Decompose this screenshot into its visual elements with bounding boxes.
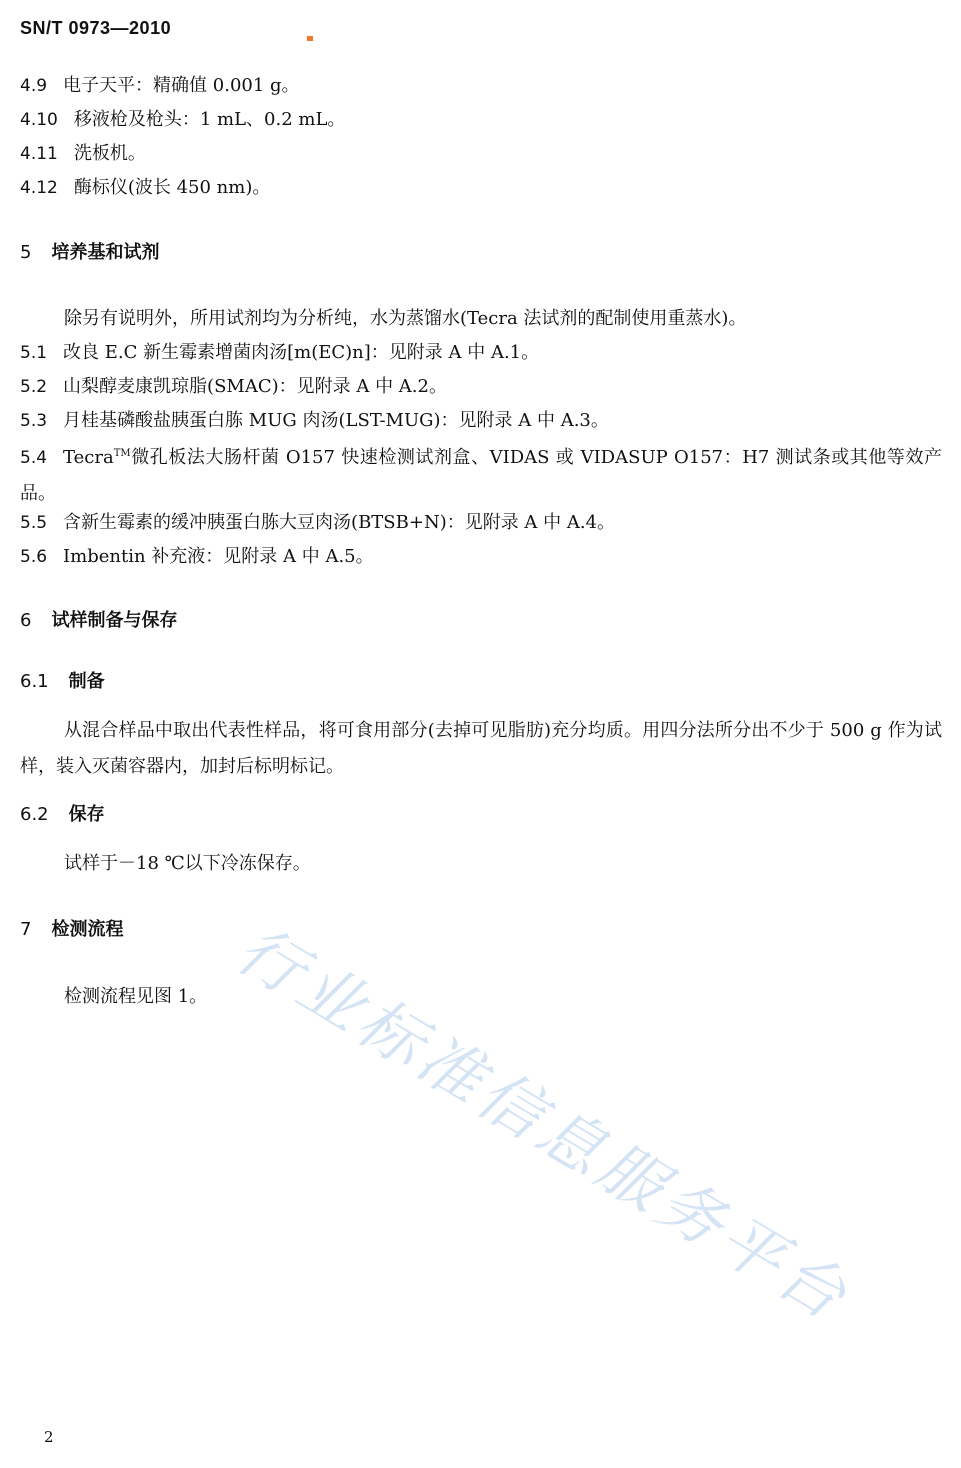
item-text: 洗板机。 (73, 143, 146, 164)
item-text-a: Tecra (63, 447, 114, 468)
item-4-11 (20, 142, 146, 166)
section-6-heading (20, 609, 177, 633)
header-mark (307, 36, 313, 41)
section-title: 检测流程 (51, 919, 124, 940)
section-number: 5 (20, 242, 32, 263)
item-number: 4.11 (20, 144, 58, 164)
item-number: 4.12 (20, 178, 58, 198)
subsection-number: 6.2 (20, 804, 49, 825)
item-5-6 (20, 545, 374, 569)
subsection-title: 制备 (68, 671, 105, 692)
item-text: 含新生霉素的缓冲胰蛋白胨大豆肉汤(BTSB+N)：见附录 A 中 A.4。 (63, 512, 616, 533)
item-number: 5.6 (20, 547, 48, 567)
item-number: 4.10 (20, 110, 58, 130)
section-6-1-heading (20, 670, 105, 694)
section-number: 7 (20, 919, 32, 940)
page-number: 2 (44, 1428, 54, 1446)
item-4-12 (20, 176, 270, 200)
section-7-text: 检测流程见图 1。 (64, 986, 208, 1007)
section-number: 6 (20, 610, 32, 631)
item-text: 电子天平：精确值 0.001 g。 (63, 75, 300, 96)
item-4-9 (20, 74, 300, 98)
item-text: Imbentin 补充液：见附录 A 中 A.5。 (63, 546, 374, 567)
item-text-b: 微孔板法大肠杆菌 O157 快速检测试剂盒、VIDAS 或 VIDASUP O157：H7 测试条或其他等效产品。 (20, 447, 942, 504)
item-number: 5.2 (20, 377, 48, 397)
subsection-title: 保存 (68, 804, 105, 825)
item-5-4 (20, 436, 942, 512)
item-text: 改良 E.C 新生霉素增菌肉汤[m(EC)n]：见附录 A 中 A.1。 (63, 342, 540, 363)
section-6-1-text: 从混合样品中取出代表性样品，将可食用部分(去掉可见脂肪)充分均质。用四分法所分出不少于 500 g 作为试样，装入灭菌容器内，加封后标明标记。 (20, 720, 942, 777)
section-title: 试样制备与保存 (51, 610, 178, 631)
item-text: 月桂基磷酸盐胰蛋白胨 MUG 肉汤(LST-MUG)：见附录 A 中 A.3。 (63, 410, 609, 431)
item-text: 酶标仪(波长 450 nm)。 (73, 177, 271, 198)
section-5-intro: 除另有说明外，所用试剂均为分析纯，水为蒸馏水(Tecra 法试剂的配制使用重蒸水)。 (64, 308, 747, 329)
item-number: 5.1 (20, 343, 48, 363)
section-6-2-text: 试样于－18 ℃以下冷冻保存。 (64, 853, 311, 874)
section-title: 培养基和试剂 (51, 242, 160, 263)
item-5-5 (20, 511, 615, 535)
item-number: 5.3 (20, 411, 48, 431)
page-header: SN/T 0973—2010 (20, 18, 172, 38)
subsection-number: 6.1 (20, 671, 49, 692)
section-7-heading (20, 918, 123, 942)
watermark-text: 行业标准信息服务平台 (224, 912, 863, 1337)
item-text: 山梨醇麦康凯琼脂(SMAC)：见附录 A 中 A.2。 (63, 376, 447, 397)
item-4-10 (20, 108, 345, 132)
item-text: 移液枪及枪头：1 mL、0.2 mL。 (73, 109, 346, 130)
item-number: 5.5 (20, 513, 48, 533)
item-5-3 (20, 409, 609, 433)
section-6-2-heading (20, 803, 105, 827)
section-5-heading (20, 241, 159, 265)
item-5-1 (20, 341, 539, 365)
item-number: 4.9 (20, 76, 48, 96)
item-number: 5.4 (20, 448, 48, 468)
trademark-sup: TM (113, 448, 131, 459)
item-5-2 (20, 375, 447, 399)
